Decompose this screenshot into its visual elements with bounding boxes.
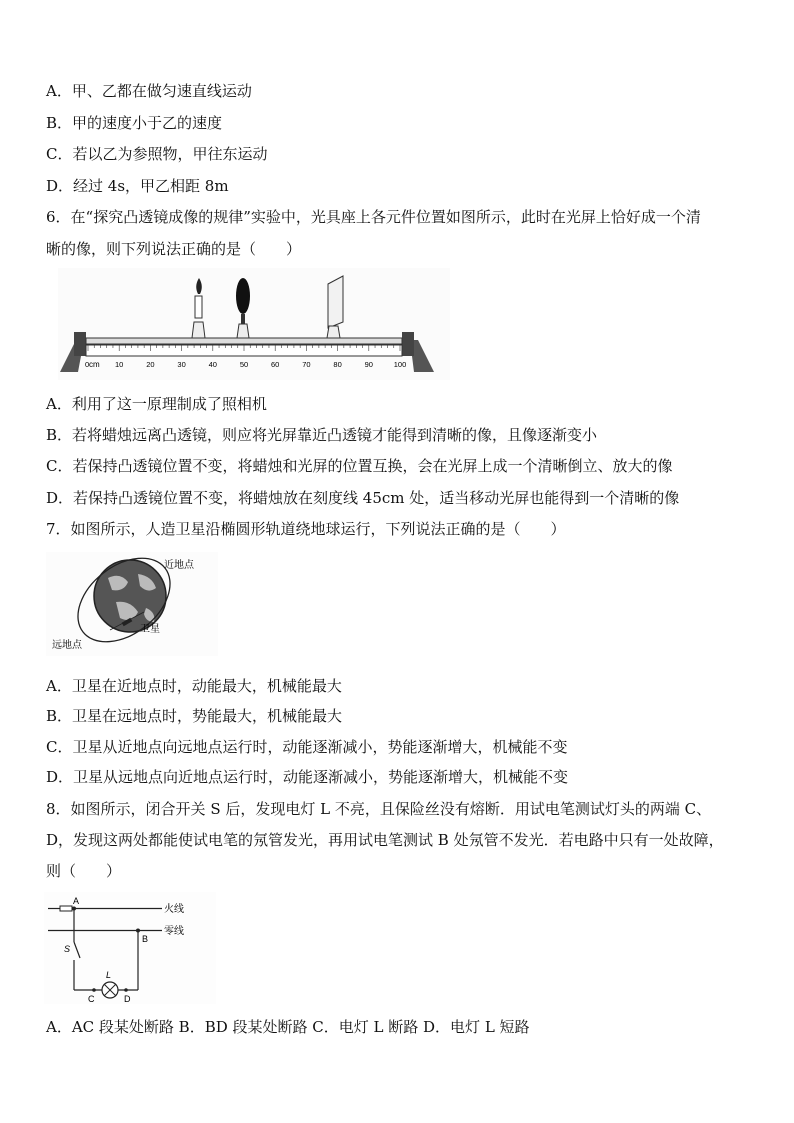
apogee-label: 远地点 xyxy=(52,640,82,651)
scale-tick-label: 100 xyxy=(393,360,407,369)
convex-lens xyxy=(236,278,250,338)
scale-tick-label: 70 xyxy=(302,360,311,369)
q6-option-c: C．若保持凸透镜位置不变，将蜡烛和光屏的位置互换，会在光屏上成一个清晰倒立、放大的像 xyxy=(46,457,673,475)
scale-tick-label: 50 xyxy=(239,360,249,369)
point-b-dot xyxy=(136,929,140,933)
scale-tick-label: 90 xyxy=(364,360,373,369)
candle-holder xyxy=(192,322,205,338)
perigee-label: 近地点 xyxy=(164,560,194,571)
q6-option-d: D．若保持凸透镜位置不变，将蜡烛放在刻度线 45cm 处，适当移动光屏也能得到一个清晰的像 xyxy=(46,489,680,507)
point-c-dot xyxy=(92,988,96,992)
point-c-label: C xyxy=(88,994,95,1004)
bench-left-post xyxy=(74,332,86,356)
scale-unit: cm xyxy=(89,360,100,369)
q7-stem-line1: 7．如图所示，人造卫星沿椭圆形轨道绕地球运行，下列说法正确的是（ ） xyxy=(46,520,566,538)
q5-option-c: C．若以乙为参照物，甲往东运动 xyxy=(46,145,268,163)
scale-tick-label-zero: 0 xyxy=(85,360,90,369)
satellite-label: 卫星 xyxy=(140,624,160,635)
point-d-label: D xyxy=(124,994,131,1004)
neutral-wire-label: 零线 xyxy=(164,926,184,937)
q6-option-b: B．若将蜡烛远离凸透镜，则应将光屏靠近凸透镜才能得到清晰的像，且像逐渐变小 xyxy=(46,426,598,444)
screen-holder xyxy=(327,326,340,338)
q8-stem-line3: 则（ ） xyxy=(46,862,122,880)
candle-body xyxy=(195,296,202,318)
q6-stem-line1: 6．在“探究凸透镜成像的规律”实验中，光具座上各元件位置如图所示，此时在光屏上恰好成一个清 xyxy=(46,208,701,226)
q6-stem-line2: 晰的像，则下列说法正确的是（ ） xyxy=(46,240,302,258)
scale-tick-label: 80 xyxy=(333,360,342,369)
household-circuit-figure xyxy=(44,892,216,1004)
q7-option-a: A．卫星在近地点时，动能最大，机械能最大 xyxy=(46,677,342,695)
scale-tick-label: 60 xyxy=(271,360,280,369)
lamp-label: L xyxy=(106,970,112,980)
scale-tick-label: 20 xyxy=(146,360,155,369)
q5-option-b: B．甲的速度小于乙的速度 xyxy=(46,114,223,132)
q8-stem-line2: D，发现这两处都能使试电笔的氖管发光，再用试电笔测试 B 处氖管不发光．若电路中只有一处故障， xyxy=(46,831,724,849)
switch-label: S xyxy=(64,944,71,954)
q7-option-c: C．卫星从近地点向远地点运行时，动能逐渐减小，势能逐渐增大，机械能不变 xyxy=(46,738,568,756)
live-wire-label: 火线 xyxy=(164,904,184,915)
optical-bench-figure xyxy=(58,268,450,380)
lens-holder xyxy=(237,324,249,338)
q7-option-b: B．卫星在远地点时，势能最大，机械能最大 xyxy=(46,707,343,725)
bench-rail xyxy=(86,338,402,344)
q8-options: A．AC 段某处断路 B．BD 段某处断路 C．电灯 L 断路 D．电灯 L 短路 xyxy=(46,1018,530,1036)
q8-stem-line1: 8．如图所示，闭合开关 S 后，发现电灯 L 不亮，且保险丝没有熔断．用试电笔测试灯头的两端 C、 xyxy=(46,800,712,818)
scale-tick-label: 40 xyxy=(208,360,217,369)
point-b-label: B xyxy=(142,934,149,944)
q5-option-d: D．经过 4s，甲乙相距 8m xyxy=(46,177,229,195)
q7-option-d: D．卫星从远地点向近地点运行时，动能逐渐减小，势能逐渐增大，机械能不变 xyxy=(46,768,569,786)
q6-option-a: A．利用了这一原理制成了照相机 xyxy=(46,395,267,413)
bench-right-post xyxy=(402,332,414,356)
lens-body xyxy=(236,278,250,314)
fuse xyxy=(60,906,72,911)
q5-option-a: A．甲、乙都在做匀速直线运动 xyxy=(46,82,252,100)
point-a-label: A xyxy=(73,896,80,906)
scale-tick-label: 30 xyxy=(177,360,186,369)
point-d-dot xyxy=(124,988,128,992)
screen-panel xyxy=(328,276,343,328)
scale-tick-label: 10 xyxy=(115,360,124,369)
satellite-orbit-figure xyxy=(46,552,218,656)
